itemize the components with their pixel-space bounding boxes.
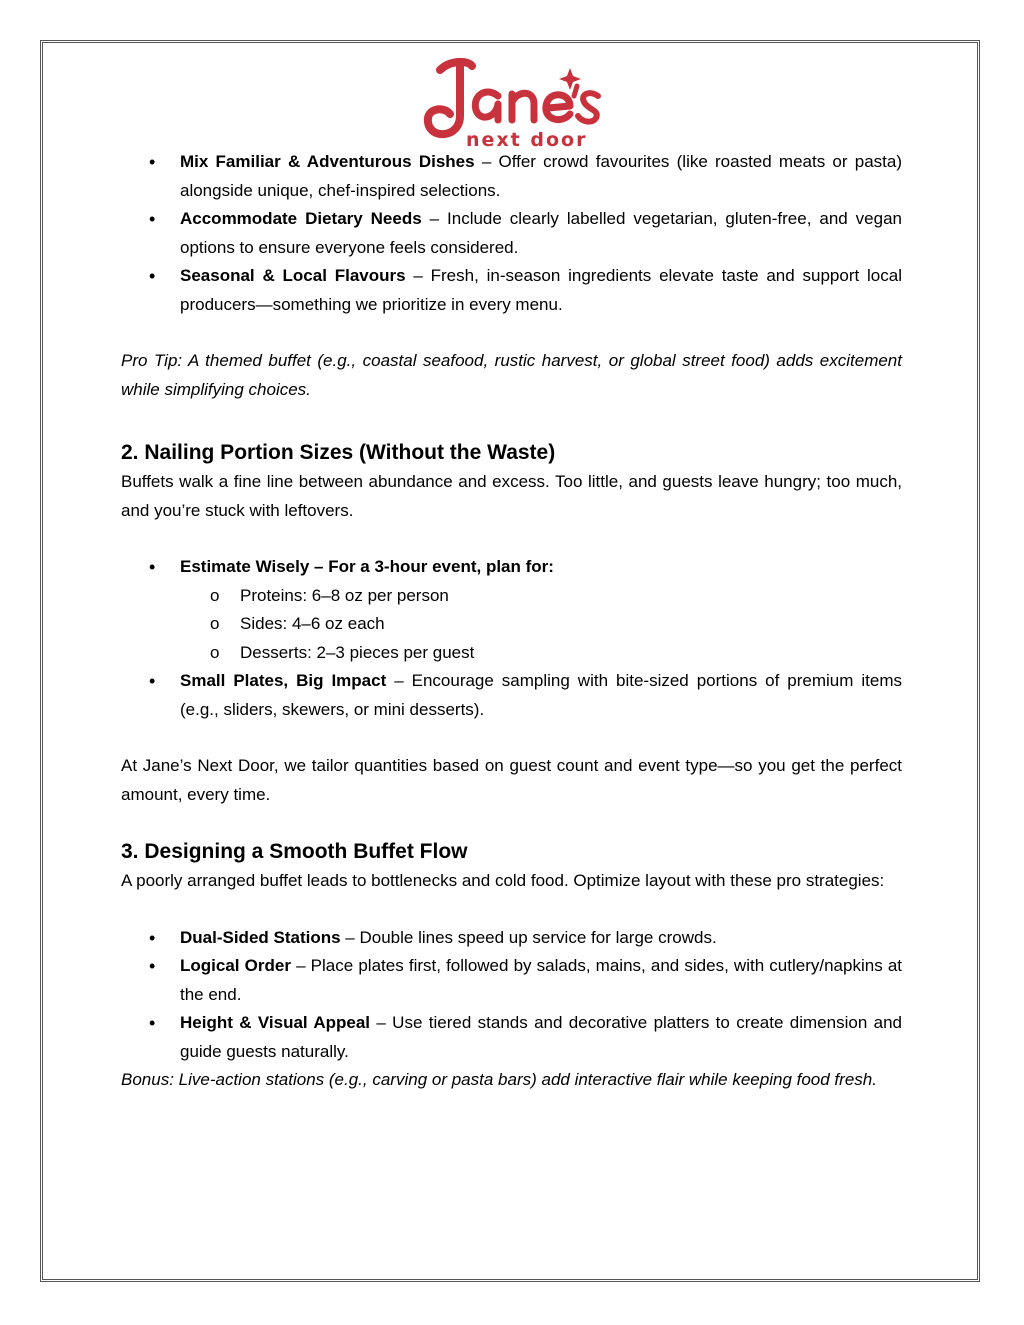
list-item: • Seasonal & Local Flavours – Fresh, in-season ingredients elevate taste and support local producers—something we prioritize in every menu. [121, 262, 902, 319]
flow-list [121, 924, 902, 1067]
list-item: • Small Plates, Big Impact – Encourage sampling with bite-sized portions of premium items (e.g., sliders, skewers, or mini desserts). [121, 667, 902, 724]
list-item: • Accommodate Dietary Needs – Include clearly labelled vegetarian, gluten-free, and vegan options to ensure everyone feels considered. [121, 205, 902, 262]
sub-list-item: o Desserts: 2–3 pieces per guest [180, 639, 902, 668]
list-item: • Mix Familiar & Adventurous Dishes – Offer crowd favourites (like roasted meats or pasta) alongside unique, chef-inspired selections. [121, 148, 902, 205]
svg-text:next door: next door [466, 129, 588, 150]
list-item: • Logical Order – Place plates first, followed by salads, mains, and sides, with cutlery/napkins at the end. [121, 952, 902, 1009]
estimate-sublist [180, 582, 902, 668]
section-2-heading: 2. Nailing Portion Sizes (Without the Waste) [121, 441, 556, 464]
section-3-heading: 3. Designing a Smooth Buffet Flow [121, 840, 468, 863]
section-2-closing: At Jane’s Next Door, we tailor quantities based on guest count and event type—so you get the perfect amount, every time. [121, 756, 902, 804]
portion-list [121, 553, 902, 724]
list-item: • Height & Visual Appeal – Use tiered stands and decorative platters to create dimension and guide guests naturally. [121, 1009, 902, 1066]
bonus-note: Bonus: Live-action stations (e.g., carving or pasta bars) add interactive flair while keeping food fresh. [121, 1070, 877, 1089]
pro-tip: Pro Tip: A themed buffet (e.g., coastal seafood, rustic harvest, or global street food) adds excitement while simplifying choices. [121, 351, 902, 399]
section-3-intro: A poorly arranged buffet leads to bottlenecks and cold food. Optimize layout with these pro strategies: [121, 871, 885, 890]
document-body [121, 148, 902, 1095]
section-2-intro: Buffets walk a fine line between abundance and excess. Too little, and guests leave hungry; too much, and you’re stuck with leftovers. [121, 472, 902, 520]
logo-graphic [420, 56, 610, 150]
list-item: • Estimate Wisely – For a 3-hour event, plan for: o Proteins: 6–8 oz per person o Sides: 4–6 oz each o Desserts: 2–3 pieces per guest [121, 553, 902, 667]
food-tips-list [121, 148, 902, 319]
sub-list-item: o Proteins: 6–8 oz per person [180, 582, 902, 611]
brand-logo [420, 56, 610, 150]
sub-list-item: o Sides: 4–6 oz each [180, 610, 902, 639]
list-item: • Dual-Sided Stations – Double lines speed up service for large crowds. [121, 924, 902, 953]
